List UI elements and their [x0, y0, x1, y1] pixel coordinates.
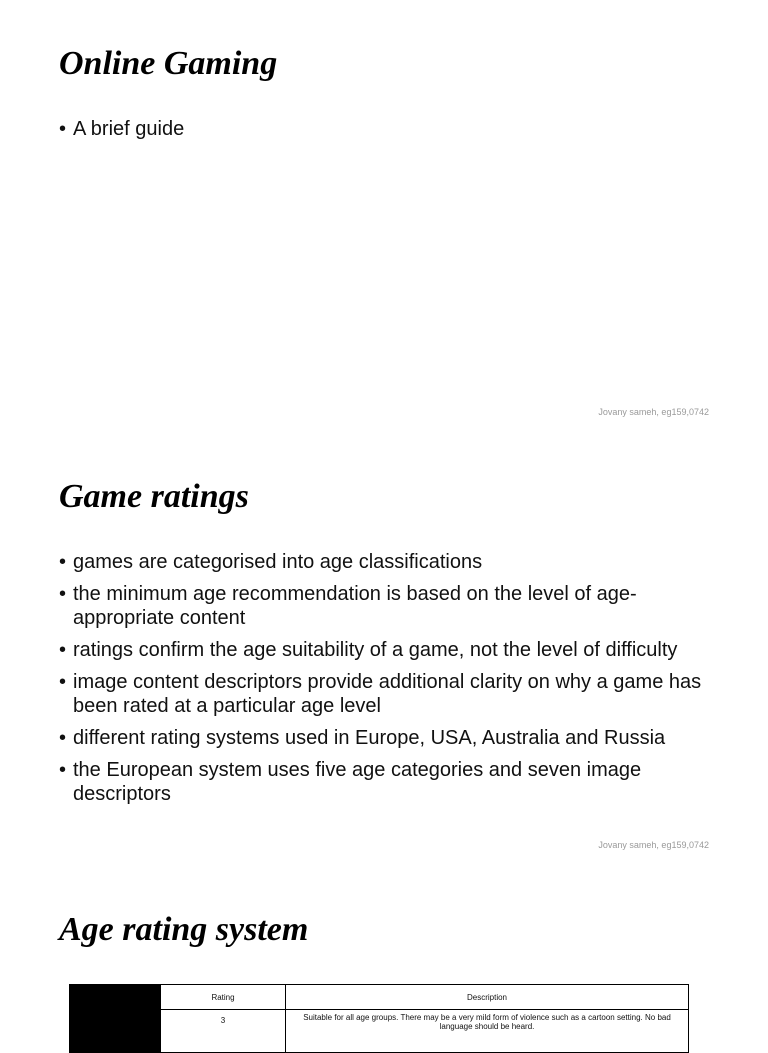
bullet-text: A brief guide	[73, 118, 185, 140]
slide-title: Age rating system	[59, 911, 309, 948]
table-header-image	[70, 985, 161, 1010]
list-item	[59, 758, 709, 806]
table-cell-rating	[161, 1010, 286, 1053]
table-row	[70, 1010, 689, 1053]
bullet-text: image content descriptors provide additional clarity on why a game has been rated at a particular age level	[73, 671, 702, 717]
bullet-icon: •	[59, 118, 67, 140]
bullet-icon: •	[59, 759, 67, 781]
bullet-text: ratings confirm the age suitability of a game, not the level of difficulty	[73, 639, 678, 661]
bullet-text: the European system uses five age categories and seven image descriptors	[73, 759, 642, 805]
bullet-icon: •	[59, 671, 67, 693]
slide-footer: Jovany sameh, eg159,0742	[598, 840, 709, 850]
table-header-description: Description	[286, 985, 689, 1010]
list-item	[59, 638, 709, 662]
table-header-rating: Rating	[161, 985, 286, 1010]
slide-title: Game ratings	[59, 478, 249, 515]
bullet-list	[59, 550, 709, 814]
list-item	[59, 582, 709, 630]
bullet-text: the minimum age recommendation is based on the level of age-appropriate content	[73, 583, 637, 629]
slide-game-ratings	[0, 440, 768, 870]
bullet-icon: •	[59, 727, 67, 749]
bullet-icon: •	[59, 583, 67, 605]
slide-title: Online Gaming	[59, 45, 278, 82]
list-item	[59, 726, 709, 750]
rating-badge-image	[70, 1010, 161, 1053]
bullet-icon: •	[59, 639, 67, 661]
bullet-text: different rating systems used in Europe, USA, Australia and Russia	[73, 727, 666, 749]
slide-footer: Jovany sameh, eg159,0742	[598, 407, 709, 417]
bullet-text: games are categorised into age classifications	[73, 551, 483, 573]
age-rating-table	[69, 984, 689, 1053]
table-header-row	[70, 985, 689, 1010]
rating-description: Suitable for all age groups. There may be a very mild form of violence such as a cartoon setting. No bad language should be heard.	[303, 1013, 671, 1031]
table-cell-description	[286, 1010, 689, 1053]
rating-value: 3	[220, 1016, 226, 1025]
list-item	[59, 550, 709, 574]
bullet-list	[59, 117, 709, 149]
list-item	[59, 117, 709, 141]
slide-online-gaming	[0, 0, 768, 440]
bullet-icon: •	[59, 551, 67, 573]
list-item	[59, 670, 709, 718]
